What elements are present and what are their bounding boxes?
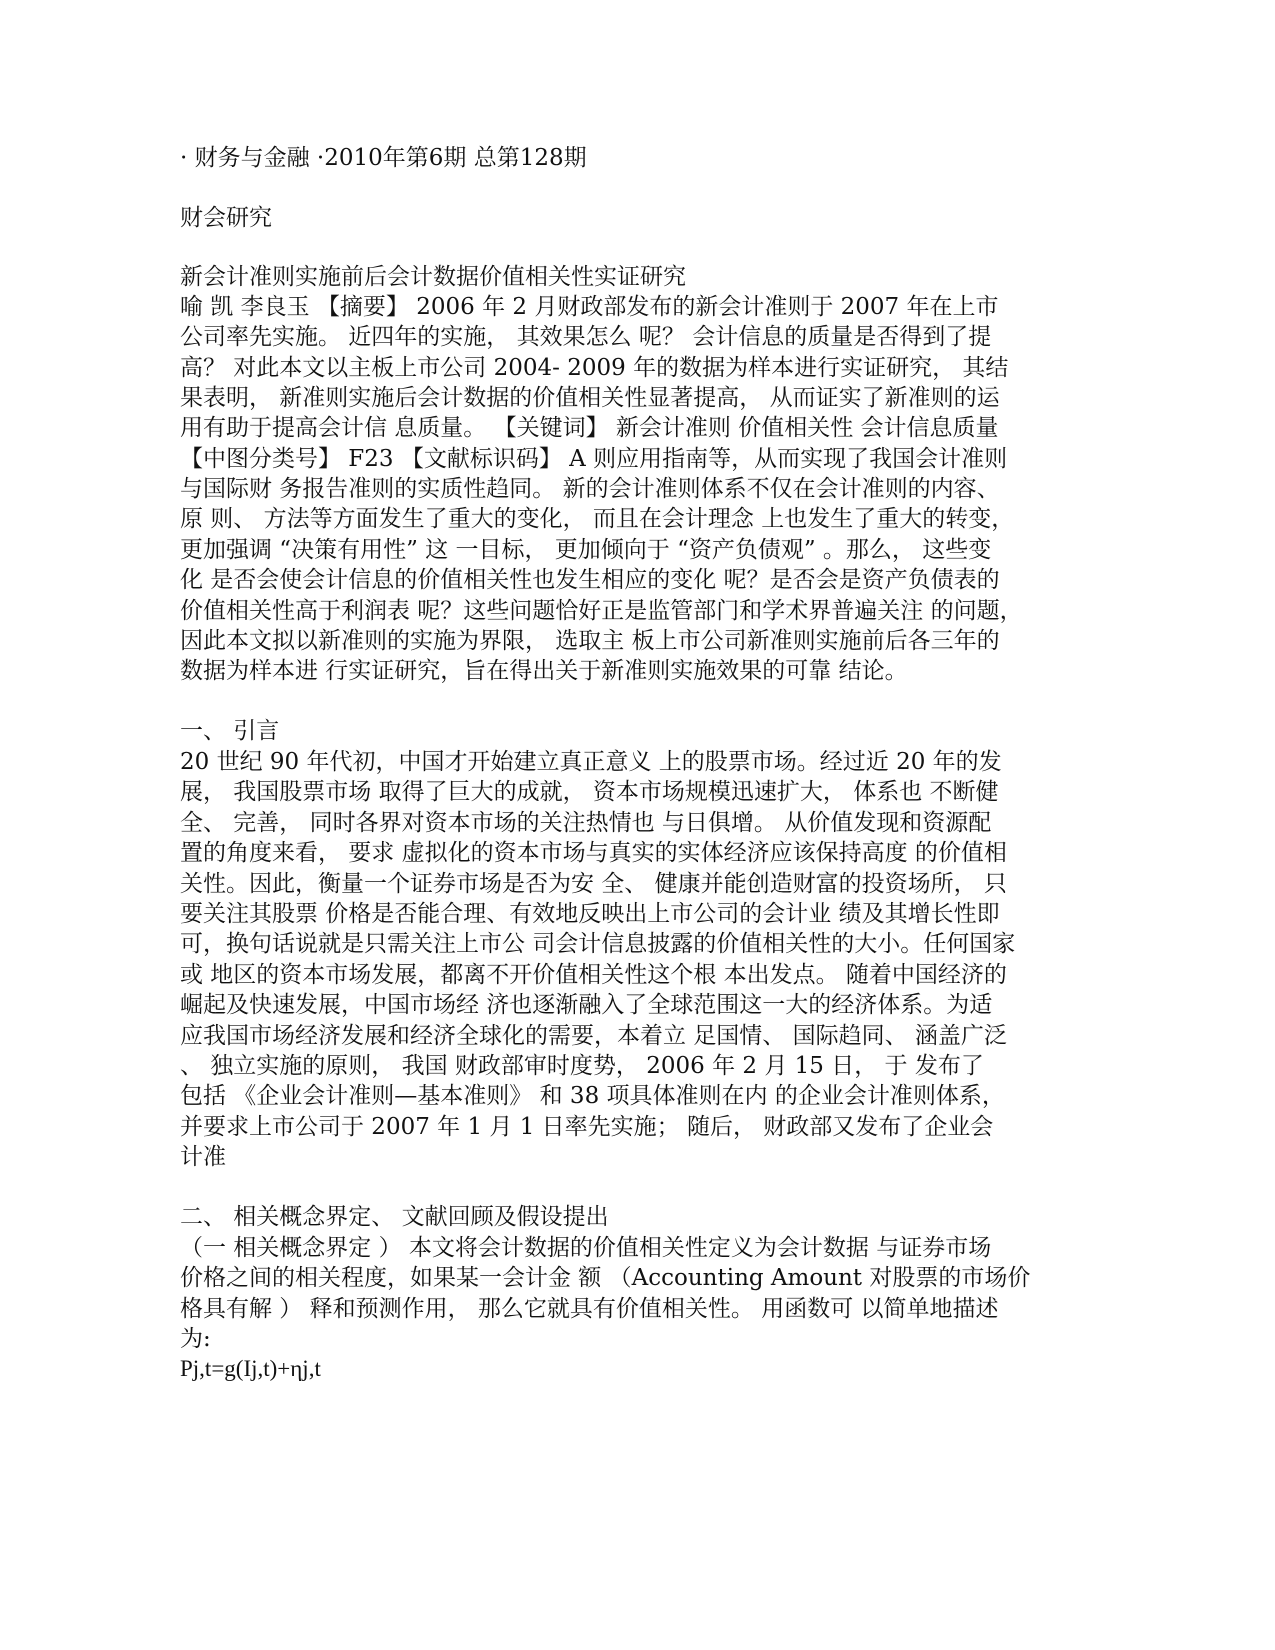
- abstract-line: 化 是否会使会计信息的价值相关性也发生相应的变化 呢？是否会是资产负债表的: [180, 567, 1000, 593]
- abstract-line: 果表明， 新准则实施后会计数据的价值相关性显著提高， 从而证实了新准则的运: [180, 385, 1000, 411]
- abstract-line: 用有助于提高会计信 息质量。 【关键词】 新会计准则 价值相关性 会计信息质量: [180, 415, 999, 441]
- abstract-line: 【中图分类号】 F23 【文献标识码】 A 则应用指南等，从而实现了我国会计准则: [180, 446, 1008, 472]
- paragraph-line: 20 世纪 90 年代初，中国才开始建立真正意义 上的股票市场。经过近 20 年的发: [180, 749, 1002, 775]
- paragraph-line: 或 地区的资本市场发展，都离不开价值相关性这个根 本出发点。 随着中国经济的: [180, 962, 1007, 988]
- section-heading-introduction: 一、 引言: [180, 718, 280, 744]
- paragraph-line: 全、 完善， 同时各界对资本市场的关注热情也 与日俱增。 从价值发现和资源配: [180, 810, 992, 836]
- paragraph-line: 并要求上市公司于 2007 年 1 月 1 日率先实施； 随后， 财政部又发布了企业会: [180, 1114, 994, 1140]
- column-label: 财会研究: [180, 205, 272, 231]
- paragraph-line: 要关注其股票 价格是否能合理、有效地反映出上市公司的会计业 绩及其增长性即: [180, 901, 1000, 927]
- value-relevance-formula: Pj,t=g(Ij,t)+ηj,t: [180, 1356, 321, 1381]
- paragraph-line: 为:: [180, 1326, 211, 1352]
- paragraph-line: 包括 《企业会计准则—基本准则》 和 38 项具体准则在内 的企业会计准则体系，: [180, 1083, 1005, 1109]
- paragraph-line: 计准: [180, 1144, 226, 1170]
- paragraph-line: 价格之间的相关程度，如果某一会计金 额 （Accounting Amount 对股票的市场价: [180, 1265, 1031, 1291]
- abstract-line: 与国际财 务报告准则的实质性趋同。 新的会计准则体系不仅在会计准则的内容、: [180, 476, 1000, 502]
- abstract-line: 喻 凯 李良玉 【摘要】 2006 年 2 月财政部发布的新会计准则于 2007 年在上市: [180, 294, 999, 320]
- abstract-line: 数据为样本进 行实证研究，旨在得出关于新准则实施效果的可靠 结论。: [180, 658, 908, 684]
- section-heading-concepts: 二、 相关概念界定、 文献回顾及假设提出: [180, 1204, 609, 1230]
- paragraph-line: 崛起及快速发展，中国市场经 济也逐渐融入了全球范围这一大的经济体系。为适: [180, 992, 993, 1018]
- paragraph-line: 应我国市场经济发展和经济全球化的需要，本着立 足国情、 国际趋同、 涵盖广泛: [180, 1023, 1007, 1049]
- abstract-line: 高？ 对此本文以主板上市公司 2004- 2009 年的数据为样本进行实证研究， 其结: [180, 355, 1009, 381]
- abstract-line: 原 则、 方法等方面发生了重大的变化， 而且在会计理念 上也发生了重大的转变，: [180, 506, 1015, 532]
- abstract-line: 价值相关性高于利润表 呢？这些问题恰好正是监管部门和学术界普遍关注 的问题，: [180, 598, 1023, 624]
- paragraph-line: 展， 我国股票市场 取得了巨大的成就， 资本市场规模迅速扩大， 体系也 不断健: [180, 779, 999, 805]
- paragraph-line: 、 独立实施的原则， 我国 财政部审时度势， 2006 年 2 月 15 日， 于 发布了: [180, 1053, 984, 1079]
- abstract-line: 公司率先实施。 近四年的实施， 其效果怎么 呢？ 会计信息的质量是否得到了提: [180, 324, 992, 350]
- abstract-line: 因此本文拟以新准则的实施为界限， 选取主 板上市公司新准则实施前后各三年的: [180, 628, 1000, 654]
- paragraph-line: （一 相关概念界定 ） 本文将会计数据的价值相关性定义为会计数据 与证券市场: [180, 1235, 992, 1261]
- journal-header: · 财务与金融 ·2010年第6期 总第128期: [180, 145, 587, 171]
- paragraph-line: 可，换句话说就是只需关注上市公 司会计信息披露的价值相关性的大小。任何国家: [180, 931, 1016, 957]
- paragraph-line: 关性。因此，衡量一个证券市场是否为安 全、 健康并能创造财富的投资场所， 只: [180, 871, 1007, 897]
- article-title: 新会计准则实施前后会计数据价值相关性实证研究: [180, 264, 686, 290]
- paragraph-line: 格具有解 ） 释和预测作用， 那么它就具有价值相关性。 用函数可 以简单地描述: [180, 1296, 999, 1322]
- paragraph-line: 置的角度来看， 要求 虚拟化的资本市场与真实的实体经济应该保持高度 的价值相: [180, 840, 1007, 866]
- abstract-line: 更加强调 “决策有用性” 这 一目标， 更加倾向于 “资产负债观” 。那么， 这些变: [180, 537, 992, 563]
